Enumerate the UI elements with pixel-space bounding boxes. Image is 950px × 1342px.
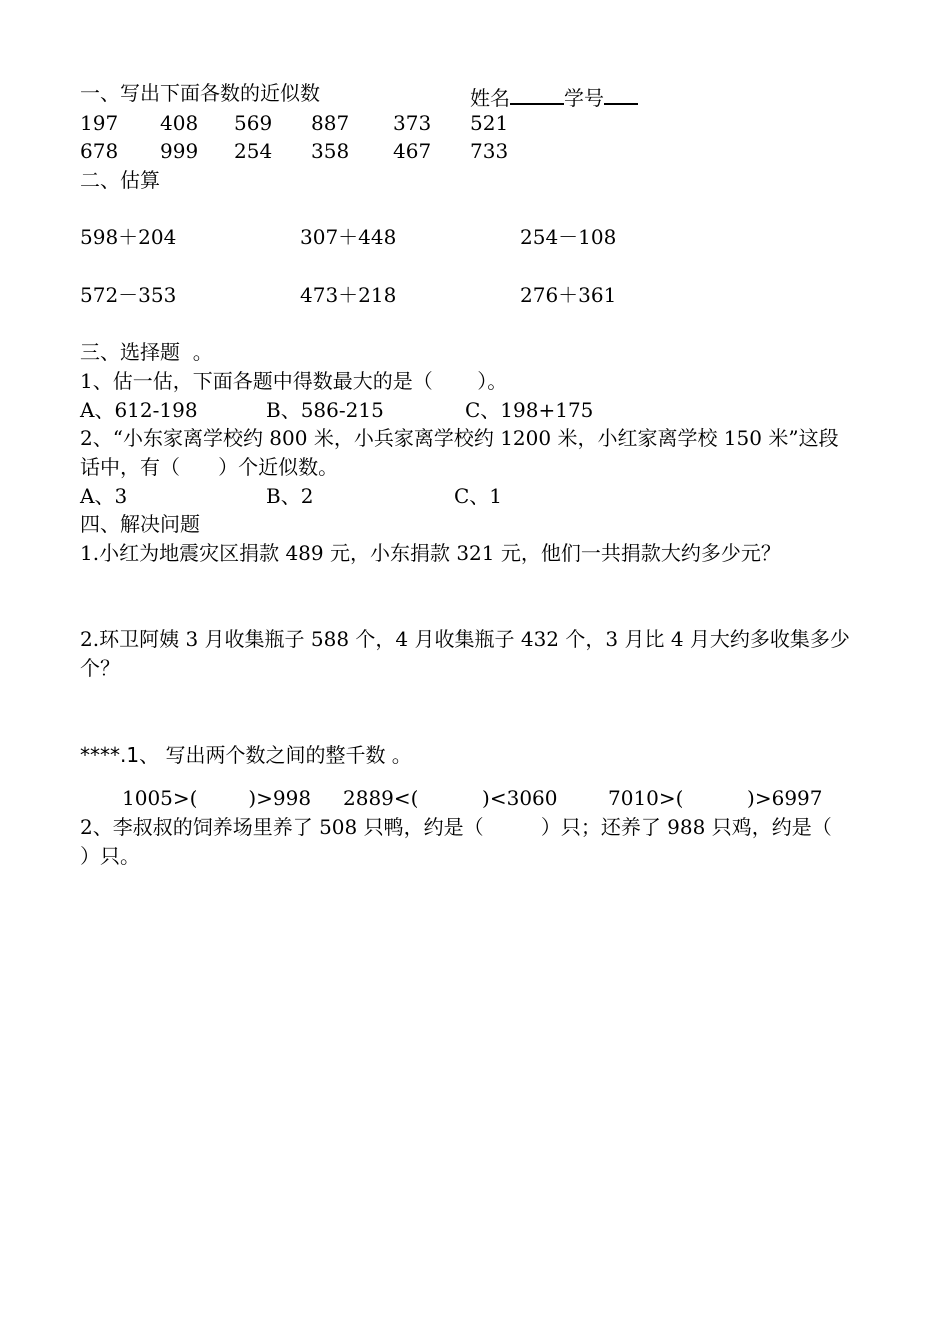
option-b: B、2 xyxy=(266,484,314,508)
id-label: 学号 xyxy=(564,86,604,110)
extra-question-2-cont: ）只。 xyxy=(80,844,140,868)
number-cell: 254 xyxy=(234,139,273,163)
estimate-expr: 276＋361 xyxy=(520,283,617,307)
section1-title: 一、写出下面各数的近似数 xyxy=(80,81,320,105)
extra-heading: ****.1、 写出两个数之间的整千数 。 xyxy=(80,743,412,767)
option-a: A、612-198 xyxy=(80,398,198,422)
fill-blank-item: 1005>( )>998 xyxy=(122,786,312,810)
choice-question-2: 2、“小东家离学校约 800 米，小兵家离学校约 1200 米，小红家离学校 150 米”这段 xyxy=(80,426,839,450)
option-b: B、586-215 xyxy=(266,398,384,422)
section2-title: 二、估算 xyxy=(80,168,160,192)
fill-blank-item: 7010>( )>6997 xyxy=(608,786,823,810)
extra-question-2: 2、李叔叔的饲养场里养了 508 只鸭，约是（ ）只；还养了 988 只鸡，约是（ xyxy=(80,815,832,839)
estimate-expr: 254－108 xyxy=(520,225,617,249)
number-cell: 887 xyxy=(311,111,350,135)
fill-blank-item: 2889<( )<3060 xyxy=(343,786,558,810)
choice-question-2-cont: 话中，有（ ）个近似数。 xyxy=(80,455,339,479)
choice-question-1: 1、估一估，下面各题中得数最大的是（ ）。 xyxy=(80,369,508,393)
estimate-expr: 572－353 xyxy=(80,283,177,307)
number-cell: 197 xyxy=(80,111,119,135)
number-cell: 467 xyxy=(393,139,432,163)
problem-1: 1.小红为地震灾区捐款 489 元，小东捐款 321 元，他们一共捐款大约多少元？ xyxy=(80,541,781,565)
number-cell: 373 xyxy=(393,111,432,135)
name-blank[interactable] xyxy=(510,83,564,105)
problem-2-cont: 个？ xyxy=(80,656,120,680)
problem-2: 2.环卫阿姨 3 月收集瓶子 588 个，4 月收集瓶子 432 个，3 月比 4 月大约多收集多少 xyxy=(80,627,850,651)
option-a: A、3 xyxy=(80,484,128,508)
name-id-line xyxy=(470,83,638,108)
number-cell: 521 xyxy=(470,111,509,135)
number-cell: 358 xyxy=(311,139,350,163)
number-cell: 569 xyxy=(234,111,273,135)
option-c: C、1 xyxy=(454,484,503,508)
number-cell: 408 xyxy=(160,111,199,135)
name-label: 姓名 xyxy=(470,86,510,110)
number-cell: 733 xyxy=(470,139,509,163)
estimate-expr: 473＋218 xyxy=(300,283,397,307)
estimate-expr: 598＋204 xyxy=(80,225,177,249)
section4-title: 四、解决问题 xyxy=(80,512,200,536)
number-cell: 999 xyxy=(160,139,199,163)
option-c: C、198+175 xyxy=(465,398,594,422)
section3-title: 三、选择题 。 xyxy=(80,340,213,364)
estimate-expr: 307＋448 xyxy=(300,225,397,249)
number-cell: 678 xyxy=(80,139,119,163)
id-blank[interactable] xyxy=(604,83,638,105)
